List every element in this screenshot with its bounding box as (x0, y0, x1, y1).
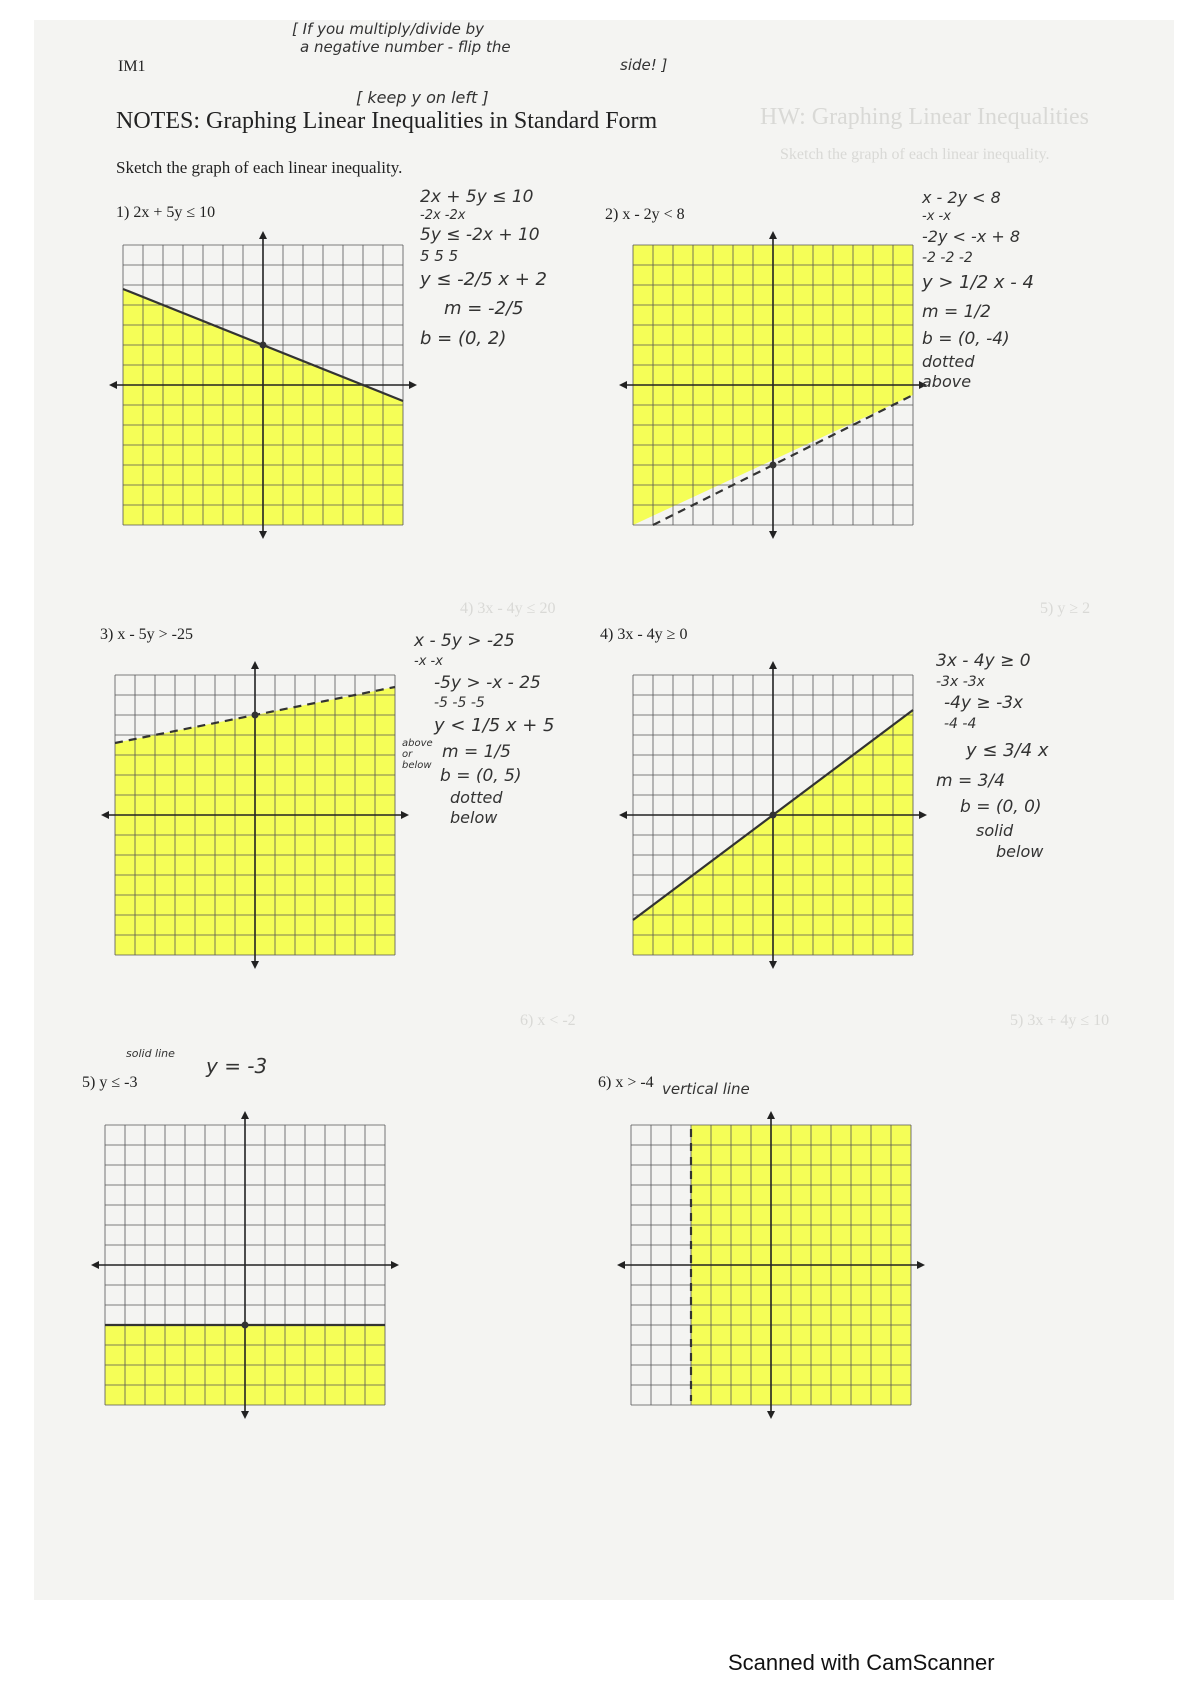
ghost-title: HW: Graphing Linear Inequalities (760, 104, 1089, 130)
problem-1-work (420, 186, 547, 354)
work-line: y > 1/2 x - 4 (922, 272, 1034, 293)
work-line: 5 5 5 (420, 247, 459, 265)
graph-4 (628, 670, 918, 960)
problem-1-label: 1) 2x + 5y ≤ 10 (116, 204, 216, 221)
work-line: -2x -2x (420, 208, 466, 223)
work-line: -4y ≥ -3x (944, 693, 1024, 713)
y-intercept-point (770, 812, 777, 819)
graph-3 (110, 670, 400, 960)
work-line: -2y < -x + 8 (922, 227, 1020, 246)
course-label: IM1 (118, 58, 146, 75)
problem-5-side-note: solid line (126, 1047, 175, 1060)
work-line: y < 1/5 x + 5 (434, 715, 555, 736)
graph-1 (118, 240, 408, 530)
y-intercept-point (260, 342, 267, 349)
work-line: -2 -2 -2 (922, 250, 973, 266)
note-keep-y: [ keep y on left ] (356, 88, 489, 107)
work-line: 3x - 4y ≥ 0 (936, 651, 1031, 671)
work-line: solid (976, 821, 1014, 840)
work-line: -4 -4 (944, 716, 977, 732)
problem-6-work: vertical line (662, 1080, 750, 1098)
instructions: Sketch the graph of each linear inequality. (116, 158, 403, 177)
problem-4-label: 4) 3x - 4y ≥ 0 (600, 626, 688, 643)
problem-3-side-note: above or below (402, 738, 433, 771)
note-line-3: side! ] (620, 56, 668, 74)
graph-6 (626, 1120, 916, 1410)
work-line: b = (0, -4) (922, 329, 1010, 349)
problem-4-work (936, 650, 1049, 862)
graph-2 (628, 240, 918, 530)
work-line: m = 1/2 (922, 302, 991, 322)
work-line: dotted (450, 788, 503, 807)
note-line-1: [ If you multiply/divide by (292, 20, 485, 38)
note-line-2: a negative number - flip the (300, 38, 511, 56)
work-line: b = (0, 0) (960, 797, 1042, 817)
work-line: -x -x (414, 654, 443, 669)
work-line: below (996, 842, 1044, 861)
work-line: -5y > -x - 25 (434, 673, 541, 693)
problem-6-label: 6) x > -4 (598, 1074, 654, 1091)
work-line: -x -x (922, 209, 951, 224)
y-intercept-point (252, 712, 259, 719)
work-line: 5y ≤ -2x + 10 (420, 225, 540, 245)
work-line: b = (0, 2) (420, 328, 507, 349)
work-line: 2x + 5y ≤ 10 (420, 187, 534, 207)
ghost-label-4: 5) 3x + 4y ≤ 10 (1010, 1012, 1110, 1029)
work-line: -5 -5 -5 (434, 695, 485, 711)
ghost-instructions: Sketch the graph of each linear inequality. (780, 146, 1050, 163)
work-line: y ≤ 3/4 x (966, 740, 1049, 761)
work-line: below (450, 808, 498, 827)
work-line: dotted (922, 352, 975, 371)
work-line: m = -2/5 (444, 298, 524, 319)
problem-2-label: 2) x - 2y < 8 (605, 206, 685, 223)
problem-3-label: 3) x - 5y > -25 (100, 626, 194, 643)
ghost-label-1: 4) 3x - 4y ≤ 20 (460, 600, 556, 617)
y-intercept-point (770, 462, 777, 469)
work-line: above (922, 372, 972, 391)
problem-5-label: 5) y ≤ -3 (82, 1074, 138, 1091)
page-title: NOTES: Graphing Linear Inequalities in Standard Form (116, 108, 658, 134)
problem-5-work: y = -3 (206, 1054, 268, 1078)
work-line: x - 5y > -25 (414, 631, 515, 651)
ghost-label-2: 5) y ≥ 2 (1040, 600, 1091, 617)
y-intercept-point (242, 1322, 249, 1329)
work-line: m = 3/4 (936, 771, 1005, 791)
work-line: -3x -3x (936, 674, 985, 690)
problem-2-work (922, 188, 1034, 392)
graph-5 (100, 1120, 390, 1410)
work-line: x - 2y < 8 (922, 188, 1001, 207)
work-line: m = 1/5 (442, 742, 511, 762)
ghost-label-3: 6) x < -2 (520, 1012, 576, 1029)
problem-3-work (414, 630, 555, 828)
scanner-watermark: Scanned with CamScanner (728, 1650, 995, 1675)
work-line: b = (0, 5) (440, 766, 522, 786)
work-line: y ≤ -2/5 x + 2 (420, 269, 547, 290)
